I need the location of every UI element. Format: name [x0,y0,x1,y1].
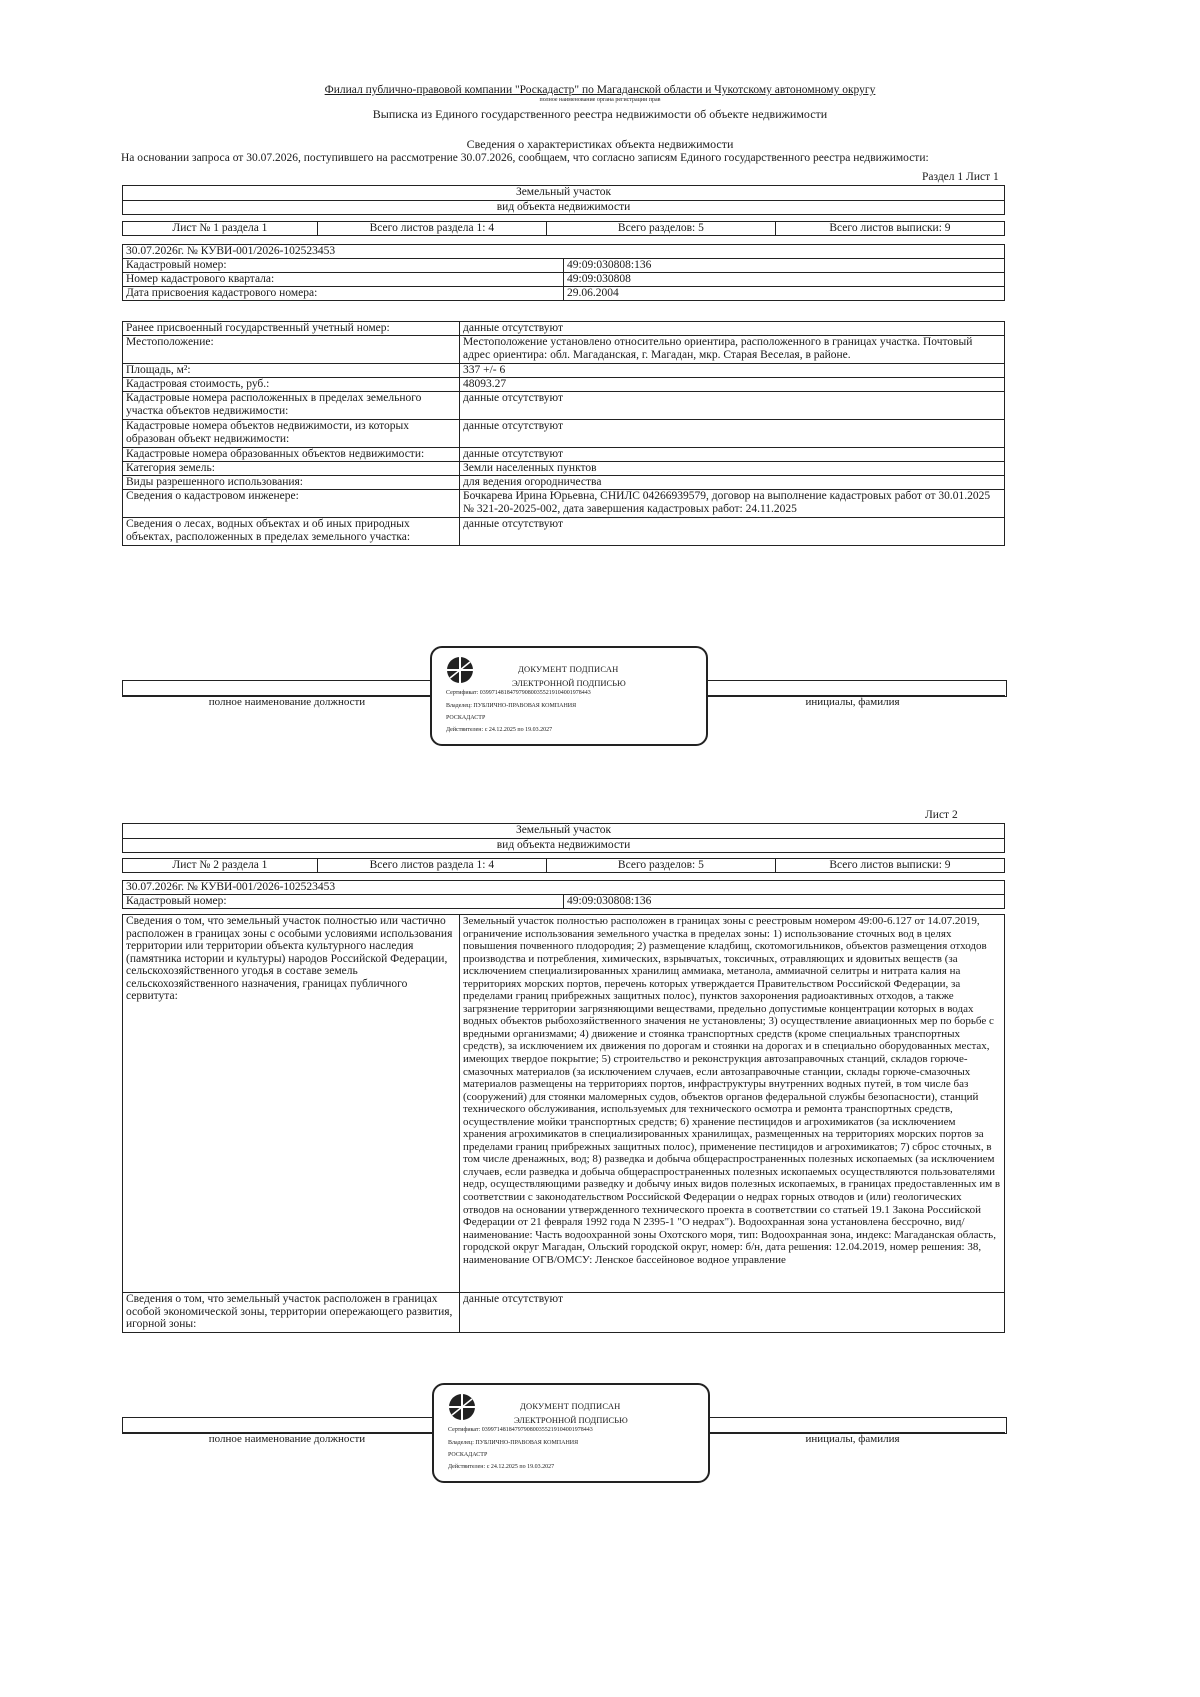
position-caption: полное наименование должности [208,1433,366,1445]
initials-caption: инициалы, фамилия [805,1433,900,1445]
object-type-table [122,185,1005,215]
object-type-table [122,823,1005,853]
stamp-validity: Действителен: с 24.12.2025 по 19.03.2027 [446,727,553,733]
row-label: Виды разрешенного использования: [123,476,460,490]
stamp-certificate: Сертификат: 0399714818479790800355219104001978443 [446,690,591,696]
stamp-subtitle: ЭЛЕКТРОННОЙ ПОДПИСЬЮ [512,678,626,688]
row-label: Номер кадастрового квартала: [123,273,564,287]
zone-label: Сведения о том, что земельный участок полностью или частично расположен в границах зоны с особыми условиями использования территории или территории объекта культурного наследия (памятника истории и культуры) народов Российской Федерации, сельскохозяйственного угодья в составе земель сельскохозяйственного назначения, границах публичного сервитута: [123,915,460,1293]
position-line [122,695,452,696]
stamp-subtitle: ЭЛЕКТРОННОЙ ПОДПИСЬЮ [514,1415,628,1425]
sheet-number: Лист № 1 раздела 1 [123,222,318,236]
row-value: Бочкарева Ирина Юрьевна, СНИЛС 04266939579, договор на выполнение кадастровых работ от 30.01.2025 № 321-20-2025-002, дата завершения кадастровых работ: 24.11.2025 [460,490,1005,518]
row-label: Категория земель: [123,462,460,476]
row-value: 337 +/- 6 [460,364,1005,378]
object-type: Земельный участок [123,824,1005,839]
sez-value: данные отсутствуют [460,1293,1005,1333]
row-label: Кадастровые номера объектов недвижимости, из которых образован объект недвижимости: [123,420,460,448]
sheet-total-section: Всего листов раздела 1: 4 [317,222,546,236]
stamp-validity: Действителен: с 24.12.2025 по 19.03.2027 [448,1464,555,1470]
sheet-total-section: Всего листов раздела 1: 4 [317,859,546,873]
initials-line [700,1432,1005,1433]
sez-label: Сведения о том, что земельный участок расположен в границах особой экономической зоны, территории опережающего развития, игорной зоны: [123,1293,460,1333]
extract-sheets-total: Всего листов выписки: 9 [775,222,1004,236]
row-value: данные отсутствуют [460,392,1005,420]
registry-branch-caption: полное наименование органа регистрации прав [539,97,661,103]
stamp-title: ДОКУМЕНТ ПОДПИСАН [518,664,619,674]
sheet-info-table [122,221,1005,236]
position-line [122,1432,452,1433]
row-value: Земли населенных пунктов [460,462,1005,476]
stamp-owner-name: РОСКАДАСТР [448,1452,488,1458]
sheet-info-table [122,858,1005,873]
row-label: Кадастровые номера расположенных в пределах земельного участка объектов недвижимости: [123,392,460,420]
row-value: 49:09:030808:136 [564,895,1005,909]
row-label: Сведения о лесах, водных объектах и об иных природных объектах, расположенных в пределах земельного участка: [123,518,460,546]
object-type: Земельный участок [123,186,1005,201]
row-label: Кадастровые номера образованных объектов недвижимости: [123,448,460,462]
row-value: 29.06.2004 [564,287,1005,301]
stamp-owner: Владелец: ПУБЛИЧНО-ПРАВОВАЯ КОМПАНИЯ [448,1440,579,1446]
roskadastr-logo-icon [448,1393,476,1421]
request-basis: На основании запроса от 30.07.2026, поступившего на рассмотрение 30.07.2026, сообщаем, что согласно записям Единого государственного реестра недвижимости: [121,152,929,164]
row-value: 48093.27 [460,378,1005,392]
row-label: Сведения о кадастровом инженере: [123,490,460,518]
object-type-caption: вид объекта недвижимости [123,201,1005,215]
e-signature-stamp [430,646,708,746]
sheet-label: Лист 2 [925,809,958,821]
row-value: для ведения огородничества [460,476,1005,490]
stamp-owner: Владелец: ПУБЛИЧНО-ПРАВОВАЯ КОМПАНИЯ [446,703,577,709]
row-value: данные отсутствуют [460,322,1005,336]
document-number: 30.07.2026г. № КУВИ-001/2026-102523453 [123,245,1005,259]
document-subtitle: Сведения о характеристиках объекта недвижимости [466,137,734,151]
row-label: Дата присвоения кадастрового номера: [123,287,564,301]
identity-table [122,880,1005,909]
row-value: данные отсутствуют [460,448,1005,462]
sections-total: Всего разделов: 5 [546,859,775,873]
stamp-certificate: Сертификат: 0399714818479790800355219104001978443 [448,1427,593,1433]
row-value: Местоположение установлено относительно ориентира, расположенного в границах участка. Почтовый адрес ориентира: обл. Магаданская, г. Магадан, мкр. Старая Веселая, в районе. [460,336,1005,364]
row-value: данные отсутствуют [460,518,1005,546]
identity-table [122,244,1005,301]
row-label: Ранее присвоенный государственный учетный номер: [123,322,460,336]
row-value: 49:09:030808:136 [564,259,1005,273]
sections-total: Всего разделов: 5 [546,222,775,236]
zones-table [122,914,1005,1333]
initials-caption: инициалы, фамилия [805,696,900,708]
row-label: Кадастровый номер: [123,895,564,909]
initials-line [700,695,1005,696]
sheet-number: Лист № 2 раздела 1 [123,859,318,873]
document-number: 30.07.2026г. № КУВИ-001/2026-102523453 [123,881,1005,895]
characteristics-table [122,321,1005,546]
stamp-owner-name: РОСКАДАСТР [446,715,486,721]
roskadastr-logo-icon [446,656,474,684]
zone-value: Земельный участок полностью расположен в границах зоны с реестровым номером 49:00-6.127 от 14.07.2019, ограничение использования земельного участка в пределах зоны: 1) использование сточных вод в целях повышения почвенного плодородия; 2) размещение кладбищ, скотомогильников, объектов размещения отходов производства и потребления, химических, взрывчатых, токсичных, отравляющих и ядовитых веществ (за исключением специализированных хранилищ аммиака, метанола, аммиачной селитры и нитрата калия на территориях морских портов, перечень которых утверждается Правительством Российской Федерации, за пределами границ прибрежных защитных полос), пунктов захоронения радиоактивных отходов, а также загрязнение территории загрязняющими веществами, предельно допустимые концентрации которых в водах водных объектов рыбохозяйственного значения не установлены; 3) осуществление авиационных мер по борьбе с вредными организмами; 4) движение и стоянка транспортных средств (кроме специальных транспортных средств), за исключением их движения по дорогам и стоянки на дорогах и в специально оборудованных местах, имеющих твердое покрытие; 5) строительство и реконструкция автозаправочных станций, складов горюче-смазочных материалов (за исключением случаев, если автозаправочные станции, склады горюче-смазочных материалов размещены на территориях портов, инфраструктуры внутренних водных путей, в том числе баз (сооружений) для стоянки маломерных судов, объектов органов федеральной службы безопасности), станций технического обслуживания, используемых для технического осмотра и ремонта транспортных средств, осуществление мойки транспортных средств; 6) хранение пестицидов и агрохимикатов (за исключением хранения агрохимикатов в специализированных хранилищах, размещенных на территориях морских портов за пределами границ прибрежных защитных полос), применение пестицидов и агрохимикатов; 7) сброс сточных, в том числе дренажных, вод; 8) разведка и добыча общераспространенных полезных ископаемых (за исключением случаев, если разведка и добыча общераспространенных полезных ископаемых осуществляются пользователями недр, осуществляющими разведку и добычу иных видов полезных ископаемых, в границах предоставленных им в соответствии с законодательством Российской Федерации о недрах горных отводов и (или) геологических отводов на основании утвержденного технического проекта в соответствии со статьей 19.1 Закона Российской Федерации от 21 февраля 1992 года N 2395-1 "О недрах"). Водоохранная зона установлена бессрочно, вид/наименование: Часть водоохранной зоны Охотского моря, тип: Водоохранная зона, индекс: Магаданская область, городской округ Магадан, Ольский городской округ, номер: б/н, дата решения: 12.04.2019, номер решения: 38, наименование ОГВ/ОМСУ: Ленское бассейновое водное управление [460,915,1005,1293]
registry-branch-name: Филиал публично-правовой компании "Роскадастр" по Магаданской области и Чукотскому автономному округу [324,84,876,96]
extract-sheets-total: Всего листов выписки: 9 [775,859,1004,873]
section-label: Раздел 1 Лист 1 [922,171,999,183]
stamp-title: ДОКУМЕНТ ПОДПИСАН [520,1401,621,1411]
object-type-caption: вид объекта недвижимости [123,839,1005,853]
row-value: данные отсутствуют [460,420,1005,448]
position-caption: полное наименование должности [208,696,366,708]
row-label: Площадь, м²: [123,364,460,378]
row-label: Местоположение: [123,336,460,364]
document-title: Выписка из Единого государственного реестра недвижимости об объекте недвижимости [372,107,828,121]
row-label: Кадастровая стоимость, руб.: [123,378,460,392]
row-label: Кадастровый номер: [123,259,564,273]
e-signature-stamp [432,1383,710,1483]
row-value: 49:09:030808 [564,273,1005,287]
